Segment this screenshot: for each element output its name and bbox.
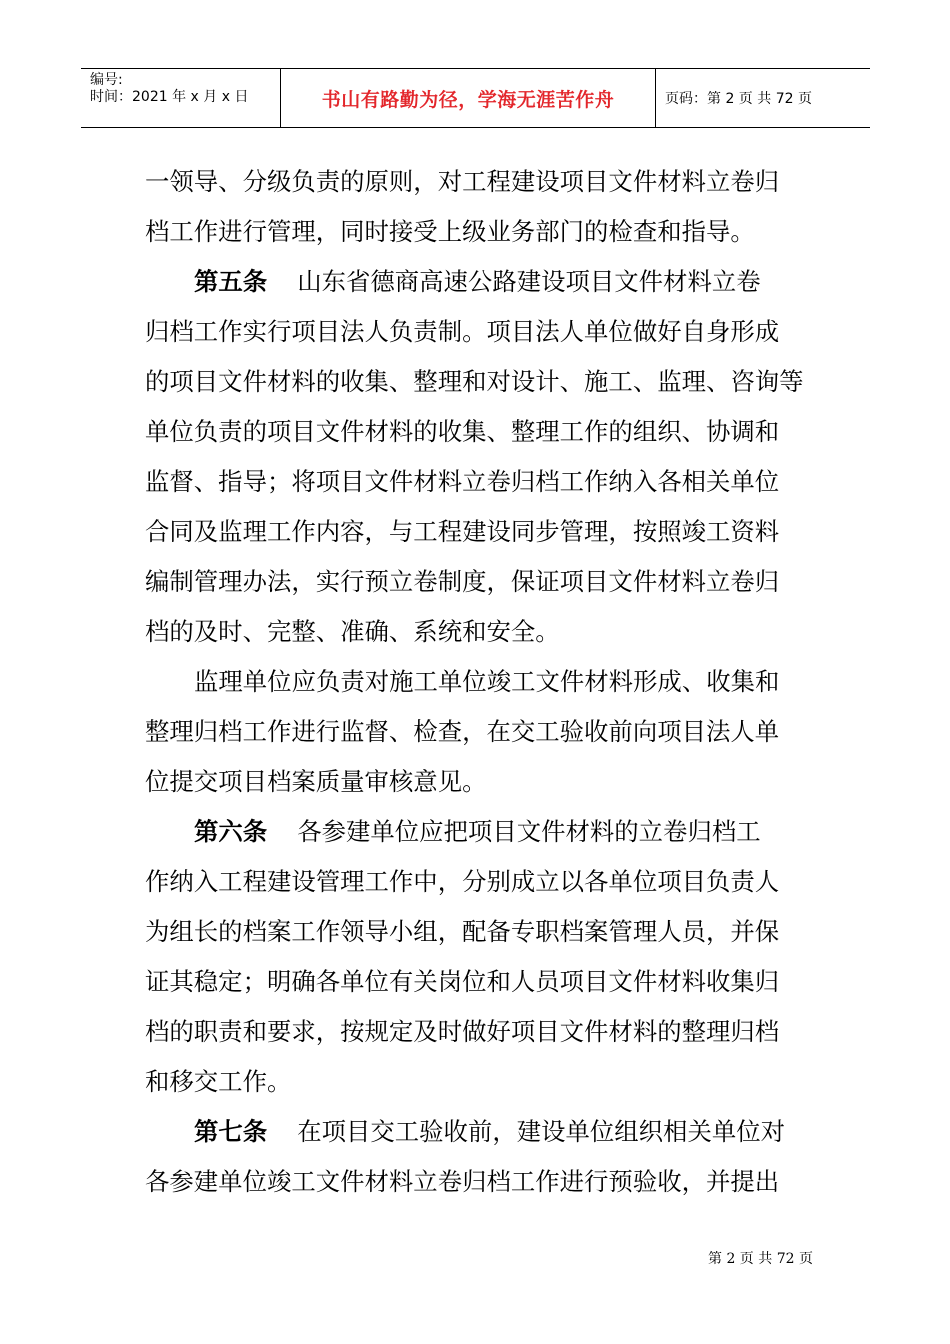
text-line: 的项目文件材料的收集、整理和对设计、施工、监理、咨询等 (145, 367, 804, 396)
header-motto: 书山有路勤为径，学海无涯苦作舟 (321, 88, 615, 111)
document-header (81, 68, 870, 128)
text-line: 监督、指导；将项目文件材料立卷归档工作纳入各相关单位 (145, 467, 780, 496)
document-number-label: 编号: (90, 72, 123, 88)
text-span: 在项目交工验收前，建设单位组织相关单位对 (297, 1117, 786, 1146)
text-span: 各参建单位应把项目文件材料的立卷归档工 (297, 817, 761, 846)
text-line: 和移交工作。 (145, 1067, 292, 1096)
text-line: 合同及监理工作内容，与工程建设同步管理，按照竣工资料 (145, 517, 780, 546)
document-date: 时间：2021 年 x 月 x 日 (90, 89, 249, 105)
text-line: 为组长的档案工作领导小组，配备专职档案管理人员，并保 (145, 917, 780, 946)
text-line: 归档工作实行项目法人负责制。项目法人单位做好自身形成 (145, 317, 780, 346)
article-7-first-line (145, 1107, 811, 1157)
text-line: 整理归档工作进行监督、检查，在交工验收前向项目法人单 (145, 717, 780, 746)
header-page-info-cell (655, 69, 870, 127)
text-line: 档的职责和要求，按规定及时做好项目文件材料的整理归档 (145, 1017, 780, 1046)
text-line: 监理单位应负责对施工单位竣工文件材料形成、收集和 (194, 667, 780, 696)
text-line: 一领导、分级负责的原则，对工程建设项目文件材料立卷归 (145, 167, 780, 196)
header-page-info: 页码：第 2 页 共 72 页 (665, 91, 812, 107)
text-line: 编制管理办法，实行预立卷制度，保证项目文件材料立卷归 (145, 567, 780, 596)
article-7-label: 第七条 (194, 1117, 268, 1146)
text-span: 山东省德商高速公路建设项目文件材料立卷 (297, 267, 761, 296)
header-meta (81, 69, 281, 127)
article-5-first-line (145, 257, 811, 307)
text-line: 档的及时、完整、准确、系统和安全。 (145, 617, 560, 646)
text-line: 作纳入工程建设管理工作中，分别成立以各单位项目负责人 (145, 867, 780, 896)
text-line: 各参建单位竣工文件材料立卷归档工作进行预验收，并提出 (145, 1167, 780, 1196)
text-line: 单位负责的项目文件材料的收集、整理工作的组织、协调和 (145, 417, 780, 446)
text-line: 位提交项目档案质量审核意见。 (145, 767, 487, 796)
article-5-label: 第五条 (194, 267, 268, 296)
article-6-first-line (145, 807, 811, 857)
text-line: 证其稳定；明确各单位有关岗位和人员项目文件材料收集归 (145, 967, 780, 996)
header-motto-cell (281, 69, 656, 127)
text-line: 档工作进行管理，同时接受上级业务部门的检查和指导。 (145, 217, 755, 246)
document-body (145, 157, 811, 1207)
article-6-label: 第六条 (194, 817, 268, 846)
page-footer: 第 2 页 共 72 页 (708, 1251, 813, 1267)
